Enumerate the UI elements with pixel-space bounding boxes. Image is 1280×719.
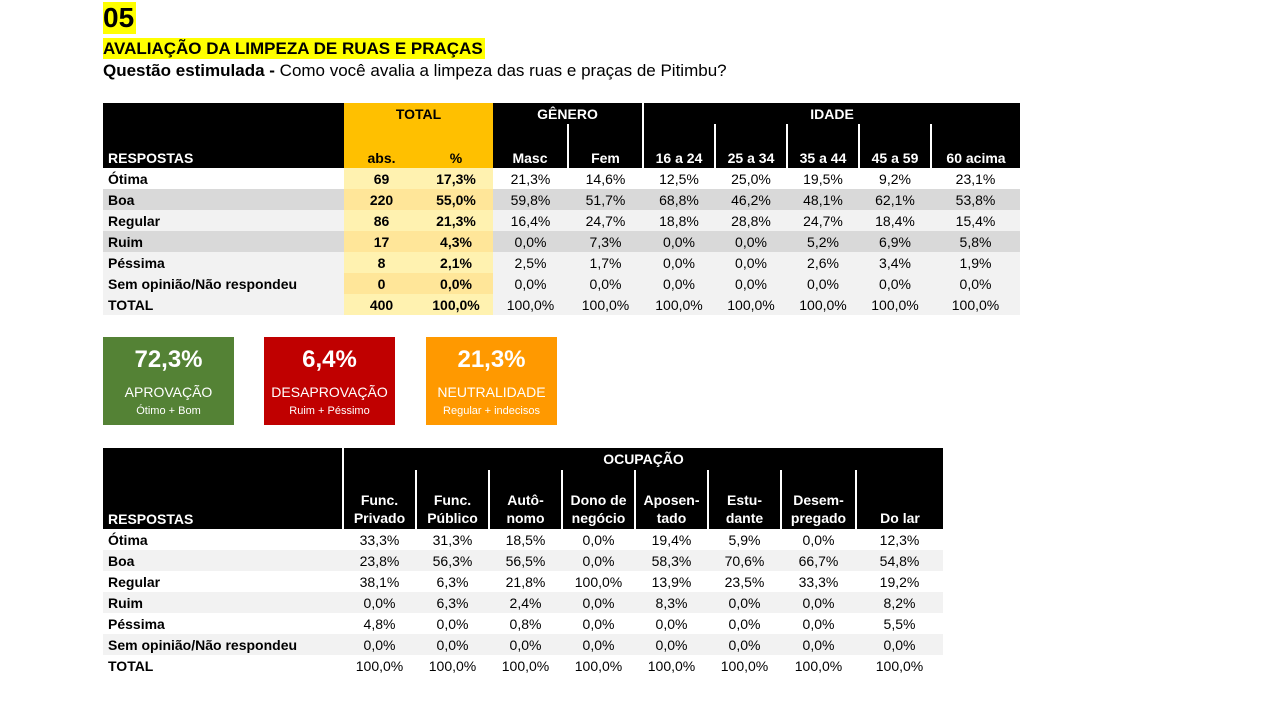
col-header-line1: Func. — [360, 492, 399, 508]
table-cell: 100,0% — [715, 294, 787, 315]
row-label: Ótima — [103, 168, 344, 189]
table-cell: 21,3% — [493, 168, 568, 189]
col-header — [708, 470, 781, 529]
table-cell: 68,8% — [643, 189, 715, 210]
table-cell: 0,0% — [489, 634, 562, 655]
table-cell: 70,6% — [708, 550, 781, 571]
table-cell: 100,0% — [931, 294, 1020, 315]
table-cell: 0,0% — [562, 592, 635, 613]
table-cell: 3,4% — [859, 252, 931, 273]
table-cell: 0,0% — [781, 634, 856, 655]
table-cell: 0,0% — [715, 273, 787, 294]
table-cell: 17,3% — [419, 168, 493, 189]
row-label: Péssima — [103, 252, 344, 273]
table-cell: 100,0% — [562, 655, 635, 676]
question-line — [103, 60, 727, 82]
table-cell: 0,0% — [562, 550, 635, 571]
table-cell: 62,1% — [859, 189, 931, 210]
table-cell: 0,0% — [562, 529, 635, 550]
table-cell: 19,5% — [787, 168, 859, 189]
row-label: Sem opinião/Não respondeu — [103, 634, 343, 655]
col-header — [635, 470, 708, 529]
table-cell: 0,0% — [781, 592, 856, 613]
results-table-occupation — [103, 448, 943, 676]
table-cell: 5,9% — [708, 529, 781, 550]
table-cell: 16,4% — [493, 210, 568, 231]
table-cell: 6,9% — [859, 231, 931, 252]
col-header: abs. — [344, 124, 419, 168]
table-cell: 31,3% — [416, 529, 489, 550]
question-text: Como você avalia a limpeza das ruas e praças de Pitimbu? — [274, 61, 727, 80]
row-label: Ruim — [103, 231, 344, 252]
table-cell: 0,0% — [635, 613, 708, 634]
table-cell: 86 — [344, 210, 419, 231]
col-header-line2: Privado — [353, 510, 406, 526]
col-header-line1 — [857, 491, 943, 509]
table1-body — [103, 168, 1020, 315]
table-cell: 100,0% — [493, 294, 568, 315]
table-cell: 0,0% — [562, 613, 635, 634]
row-label: Regular — [103, 571, 343, 592]
disapproval-card — [264, 337, 395, 425]
row-label: Ótima — [103, 529, 343, 550]
table-cell: 69 — [344, 168, 419, 189]
table-cell: 38,1% — [343, 571, 416, 592]
table-cell: 5,5% — [856, 613, 943, 634]
table-cell: 0,0% — [781, 529, 856, 550]
table-cell: 100,0% — [781, 655, 856, 676]
table-cell: 23,1% — [931, 168, 1020, 189]
table-cell: 0,0% — [416, 613, 489, 634]
table-cell: 24,7% — [787, 210, 859, 231]
table-row — [103, 592, 943, 613]
total-header: TOTAL — [344, 103, 493, 124]
table-row — [103, 550, 943, 571]
card-sub: Regular + indecisos — [443, 405, 540, 417]
table-row — [103, 634, 943, 655]
table-row — [103, 294, 1020, 315]
table-cell: 100,0% — [859, 294, 931, 315]
table-cell: 55,0% — [419, 189, 493, 210]
table-cell: 0,0% — [493, 273, 568, 294]
row-label: TOTAL — [103, 655, 343, 676]
table-cell: 400 — [344, 294, 419, 315]
col-header: 60 acima — [931, 124, 1020, 168]
col-header-line2: negócio — [571, 510, 626, 526]
col-header — [416, 470, 489, 529]
table-row — [103, 168, 1020, 189]
table-row — [103, 231, 1020, 252]
table-cell: 100,0% — [787, 294, 859, 315]
col-header: 16 a 24 — [643, 124, 715, 168]
table-cell: 100,0% — [635, 655, 708, 676]
table-cell: 0,0% — [416, 634, 489, 655]
table-cell: 8,3% — [635, 592, 708, 613]
col-header — [489, 470, 562, 529]
col-header-line1: Func. — [433, 492, 472, 508]
col-header-line1: Desem- — [793, 492, 844, 508]
table-cell: 2,4% — [489, 592, 562, 613]
table-cell: 0,0% — [931, 273, 1020, 294]
table-cell: 7,3% — [568, 231, 643, 252]
table-row — [103, 252, 1020, 273]
table-row — [103, 655, 943, 676]
table-cell: 21,8% — [489, 571, 562, 592]
card-label: NEUTRALIDADE — [437, 384, 546, 400]
row-label: Péssima — [103, 613, 343, 634]
col-header-line2: nomo — [506, 510, 545, 526]
col-header-line2: tado — [656, 510, 687, 526]
col-header — [856, 470, 943, 529]
table-cell: 2,6% — [787, 252, 859, 273]
table-cell: 0,0% — [493, 231, 568, 252]
table-cell: 100,0% — [856, 655, 943, 676]
card-value: 21,3% — [457, 346, 526, 373]
table-cell: 12,5% — [643, 168, 715, 189]
table-cell: 0 — [344, 273, 419, 294]
table-cell: 0,0% — [787, 273, 859, 294]
table-cell: 17 — [344, 231, 419, 252]
table-cell: 100,0% — [708, 655, 781, 676]
col-header: 35 a 44 — [787, 124, 859, 168]
approval-card — [103, 337, 234, 425]
col-header — [343, 470, 416, 529]
table-cell: 0,0% — [562, 634, 635, 655]
table-cell: 13,9% — [635, 571, 708, 592]
col-header: % — [419, 124, 493, 168]
table-cell: 66,7% — [781, 550, 856, 571]
table-cell: 53,8% — [931, 189, 1020, 210]
table-cell: 0,0% — [568, 273, 643, 294]
row-label: Boa — [103, 189, 344, 210]
table-cell: 0,0% — [781, 613, 856, 634]
table-cell: 5,2% — [787, 231, 859, 252]
table-cell: 18,5% — [489, 529, 562, 550]
table-cell: 4,3% — [419, 231, 493, 252]
table-cell: 19,4% — [635, 529, 708, 550]
table-cell: 24,7% — [568, 210, 643, 231]
results-table-gender-age — [103, 103, 1020, 315]
table-cell: 0,0% — [343, 592, 416, 613]
row-label: Ruim — [103, 592, 343, 613]
table-cell: 58,3% — [635, 550, 708, 571]
card-value: 6,4% — [302, 346, 357, 373]
table-cell: 0,0% — [715, 231, 787, 252]
card-value: 72,3% — [134, 346, 203, 373]
table-cell: 56,3% — [416, 550, 489, 571]
table-cell: 0,0% — [856, 634, 943, 655]
table-cell: 59,8% — [493, 189, 568, 210]
row-label: Regular — [103, 210, 344, 231]
table-cell: 1,9% — [931, 252, 1020, 273]
table-row — [103, 613, 943, 634]
table-cell: 0,0% — [643, 252, 715, 273]
question-prefix: Questão estimulada - — [103, 61, 275, 80]
table-cell: 5,8% — [931, 231, 1020, 252]
idade-header: IDADE — [643, 103, 1020, 124]
table-cell: 56,5% — [489, 550, 562, 571]
table-cell: 54,8% — [856, 550, 943, 571]
table-cell: 2,5% — [493, 252, 568, 273]
col-header — [562, 470, 635, 529]
table-cell: 33,3% — [343, 529, 416, 550]
table-row — [103, 210, 1020, 231]
col-header: 45 a 59 — [859, 124, 931, 168]
table-cell: 18,4% — [859, 210, 931, 231]
table-cell: 0,0% — [343, 634, 416, 655]
table-cell: 19,2% — [856, 571, 943, 592]
table-cell: 0,0% — [708, 613, 781, 634]
col-header-line2: Público — [427, 510, 478, 526]
table-cell: 0,8% — [489, 613, 562, 634]
table-cell: 100,0% — [562, 571, 635, 592]
table-row — [103, 189, 1020, 210]
respostas-header: RESPOSTAS — [103, 448, 343, 529]
col-header-line2: dante — [725, 510, 764, 526]
col-header-line1: Estu- — [727, 492, 762, 508]
table-cell: 25,0% — [715, 168, 787, 189]
table-cell: 0,0% — [643, 273, 715, 294]
section-number: 05 — [103, 2, 135, 33]
table-cell: 51,7% — [568, 189, 643, 210]
table-cell: 48,1% — [787, 189, 859, 210]
table-cell: 1,7% — [568, 252, 643, 273]
neutrality-card — [426, 337, 557, 425]
table-cell: 0,0% — [635, 634, 708, 655]
table-cell: 100,0% — [489, 655, 562, 676]
table-cell: 21,3% — [419, 210, 493, 231]
table-cell: 15,4% — [931, 210, 1020, 231]
table-cell: 23,5% — [708, 571, 781, 592]
table-cell: 0,0% — [859, 273, 931, 294]
col-header-line1: Aposen- — [643, 492, 700, 508]
card-label: APROVAÇÃO — [124, 384, 213, 400]
table-cell: 0,0% — [708, 634, 781, 655]
col-header-line1: Dono de — [570, 492, 627, 508]
col-header: Fem — [568, 124, 643, 168]
table-cell: 8,2% — [856, 592, 943, 613]
table-cell: 28,8% — [715, 210, 787, 231]
card-label: DESAPROVAÇÃO — [271, 384, 388, 400]
col-header-line2: pregado — [790, 510, 847, 526]
row-label: Sem opinião/Não respondeu — [103, 273, 344, 294]
table-cell: 46,2% — [715, 189, 787, 210]
table-cell: 6,3% — [416, 571, 489, 592]
table-cell: 220 — [344, 189, 419, 210]
table-cell: 100,0% — [568, 294, 643, 315]
table-cell: 0,0% — [419, 273, 493, 294]
card-sub: Ótimo + Bom — [136, 405, 201, 417]
table-cell: 33,3% — [781, 571, 856, 592]
table-cell: 8 — [344, 252, 419, 273]
col-header: 25 a 34 — [715, 124, 787, 168]
table-cell: 18,8% — [643, 210, 715, 231]
col-header: Masc — [493, 124, 568, 168]
table-row — [103, 273, 1020, 294]
row-label: TOTAL — [103, 294, 344, 315]
table-row — [103, 529, 943, 550]
table-cell: 0,0% — [643, 231, 715, 252]
table2-body — [103, 529, 943, 676]
table-cell: 100,0% — [419, 294, 493, 315]
section-title: AVALIAÇÃO DA LIMPEZA DE RUAS E PRAÇAS — [103, 39, 483, 58]
table-cell: 4,8% — [343, 613, 416, 634]
table-cell: 6,3% — [416, 592, 489, 613]
table-cell: 0,0% — [715, 252, 787, 273]
ocupacao-header: OCUPAÇÃO — [343, 448, 943, 470]
table-cell: 100,0% — [343, 655, 416, 676]
card-sub: Ruim + Péssimo — [289, 405, 370, 417]
col-header-line2: Do lar — [880, 510, 920, 526]
col-header — [781, 470, 856, 529]
table-cell: 0,0% — [708, 592, 781, 613]
table-cell: 100,0% — [643, 294, 715, 315]
row-label: Boa — [103, 550, 343, 571]
col-header-line1: Autô- — [507, 492, 544, 508]
table-cell: 23,8% — [343, 550, 416, 571]
table-cell: 100,0% — [416, 655, 489, 676]
respostas-header: RESPOSTAS — [103, 103, 344, 168]
table-row — [103, 571, 943, 592]
table-cell: 14,6% — [568, 168, 643, 189]
table-cell: 9,2% — [859, 168, 931, 189]
table-cell: 2,1% — [419, 252, 493, 273]
table-cell: 12,3% — [856, 529, 943, 550]
genero-header: GÊNERO — [493, 103, 643, 124]
